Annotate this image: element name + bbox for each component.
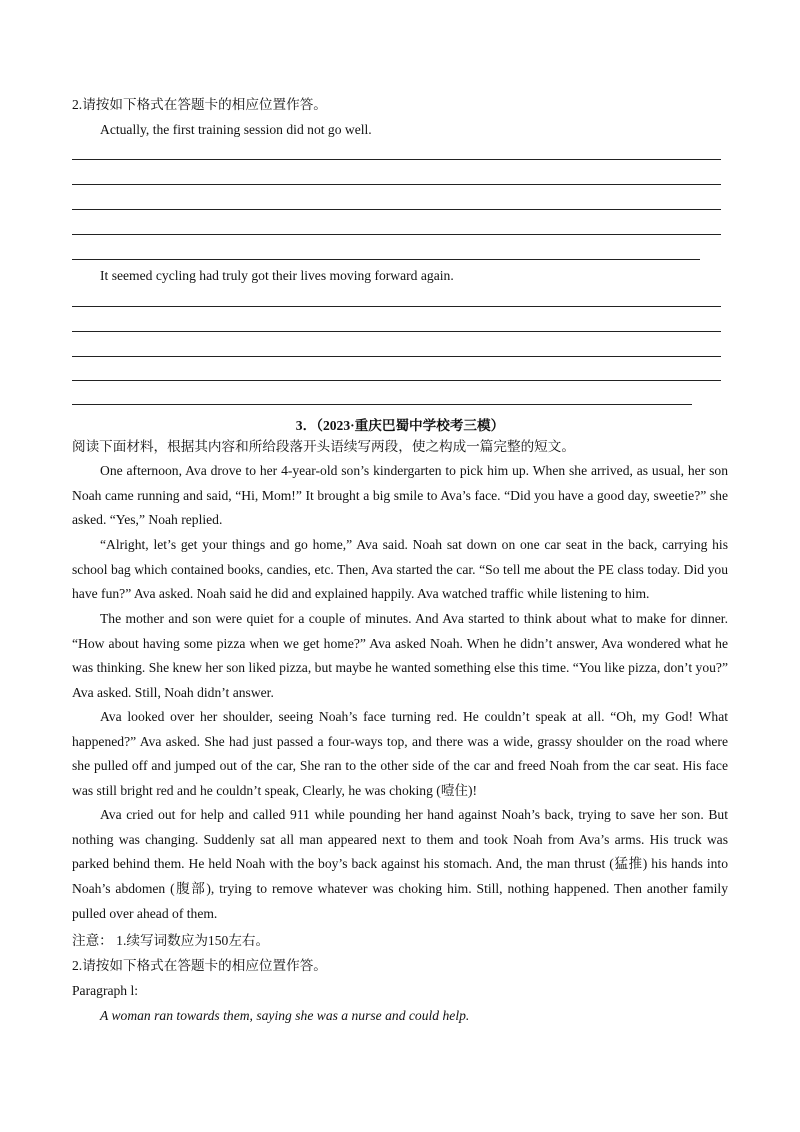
answer-line: [72, 159, 721, 160]
answer-line: [72, 306, 721, 307]
question-heading: 3．（2023·重庆巴蜀中学校考三模）: [295, 418, 505, 433]
answer-line: [72, 209, 721, 210]
answer-line: [72, 356, 721, 357]
answer-format-instruction-2: 2.请按如下格式在答题卡的相应位置作答。: [72, 958, 327, 973]
continuation-opening: A woman ran towards them, saying she was a nurse and could help.: [100, 1008, 470, 1023]
story-paragraph-2: “Alright, let’s get your things and go home,” Ava said. Noah sat down on one car seat in the back, carrying his school bag which contained books, candies, etc. Then, Ava started the car. “So tell me about the PE class today. Did you have fun?” Ava asked. Noah said he did and explained happily. Ava watched traffic while listening to him.: [72, 537, 728, 602]
answer-format-instruction: 2.请按如下格式在答题卡的相应位置作答。: [72, 97, 327, 112]
story-paragraph-1: One afternoon, Ava drove to her 4-year-old son’s kindergarten to pick him up. When she arrived, as usual, her son Noah came running and said, “Hi, Mom!” It brought a big smile to Ava’s face. “Did you have a good day, sweetie?” she asked. “Yes,” Noah replied.: [72, 463, 728, 528]
story-paragraph-3: The mother and son were quiet for a couple of minutes. And Ava started to think about what to make for dinner. “How about having some pizza when we get home?” Ava asked Noah. When he didn’t answer, Ava wondered what he was thinking. She knew her son liked pizza, but maybe he wanted something else this time. “You like pizza, don’t you?” Ava asked. Still, Noah didn’t answer.: [72, 611, 728, 701]
story-paragraph-5: Ava cried out for help and called 911 while pounding her hand against Noah’s back, trying to save her son. But nothing was changing. Suddenly sat all man appeared next to them and took Noah from Ava’s arms. His truck was parked behind them. He held Noah with the boy’s back against his stomach. And, the man thrust (猛推) his hands into Noah’s abdomen (腹部), trying to remove whatever was choking him. Still, nothing happened. Then another family pulled over ahead of them.: [72, 807, 728, 921]
paragraph-1-opening: Actually, the first training session did not go well.: [100, 122, 372, 137]
answer-line: [72, 380, 721, 381]
paragraph-label: Paragraph l:: [72, 983, 139, 998]
word-count-note: 注意： 1.续写词数应为150左右。: [72, 933, 270, 948]
answer-line: [72, 331, 721, 332]
question-intro: 阅读下面材料，根据其内容和所给段落开头语续写两段，使之构成一篇完整的短文。: [72, 439, 575, 454]
answer-line: [72, 234, 721, 235]
story-paragraph-4: Ava looked over her shoulder, seeing Noah’s face turning red. He couldn’t speak at all. “Oh, my God! What happened?” Ava asked. She had just passed a four-ways top, and there was a wide, grassy shoulder on the road where she pulled off and jumped out of the car, She ran to the other side of the car and freed Noah from the car seat. His face was still bright red and he couldn’t speak, Clearly, he was choking (噎住)!: [72, 709, 728, 799]
answer-line: [72, 404, 692, 405]
answer-line: [72, 259, 700, 260]
answer-line: [72, 184, 721, 185]
paragraph-2-opening: It seemed cycling had truly got their lives moving forward again.: [100, 268, 454, 283]
